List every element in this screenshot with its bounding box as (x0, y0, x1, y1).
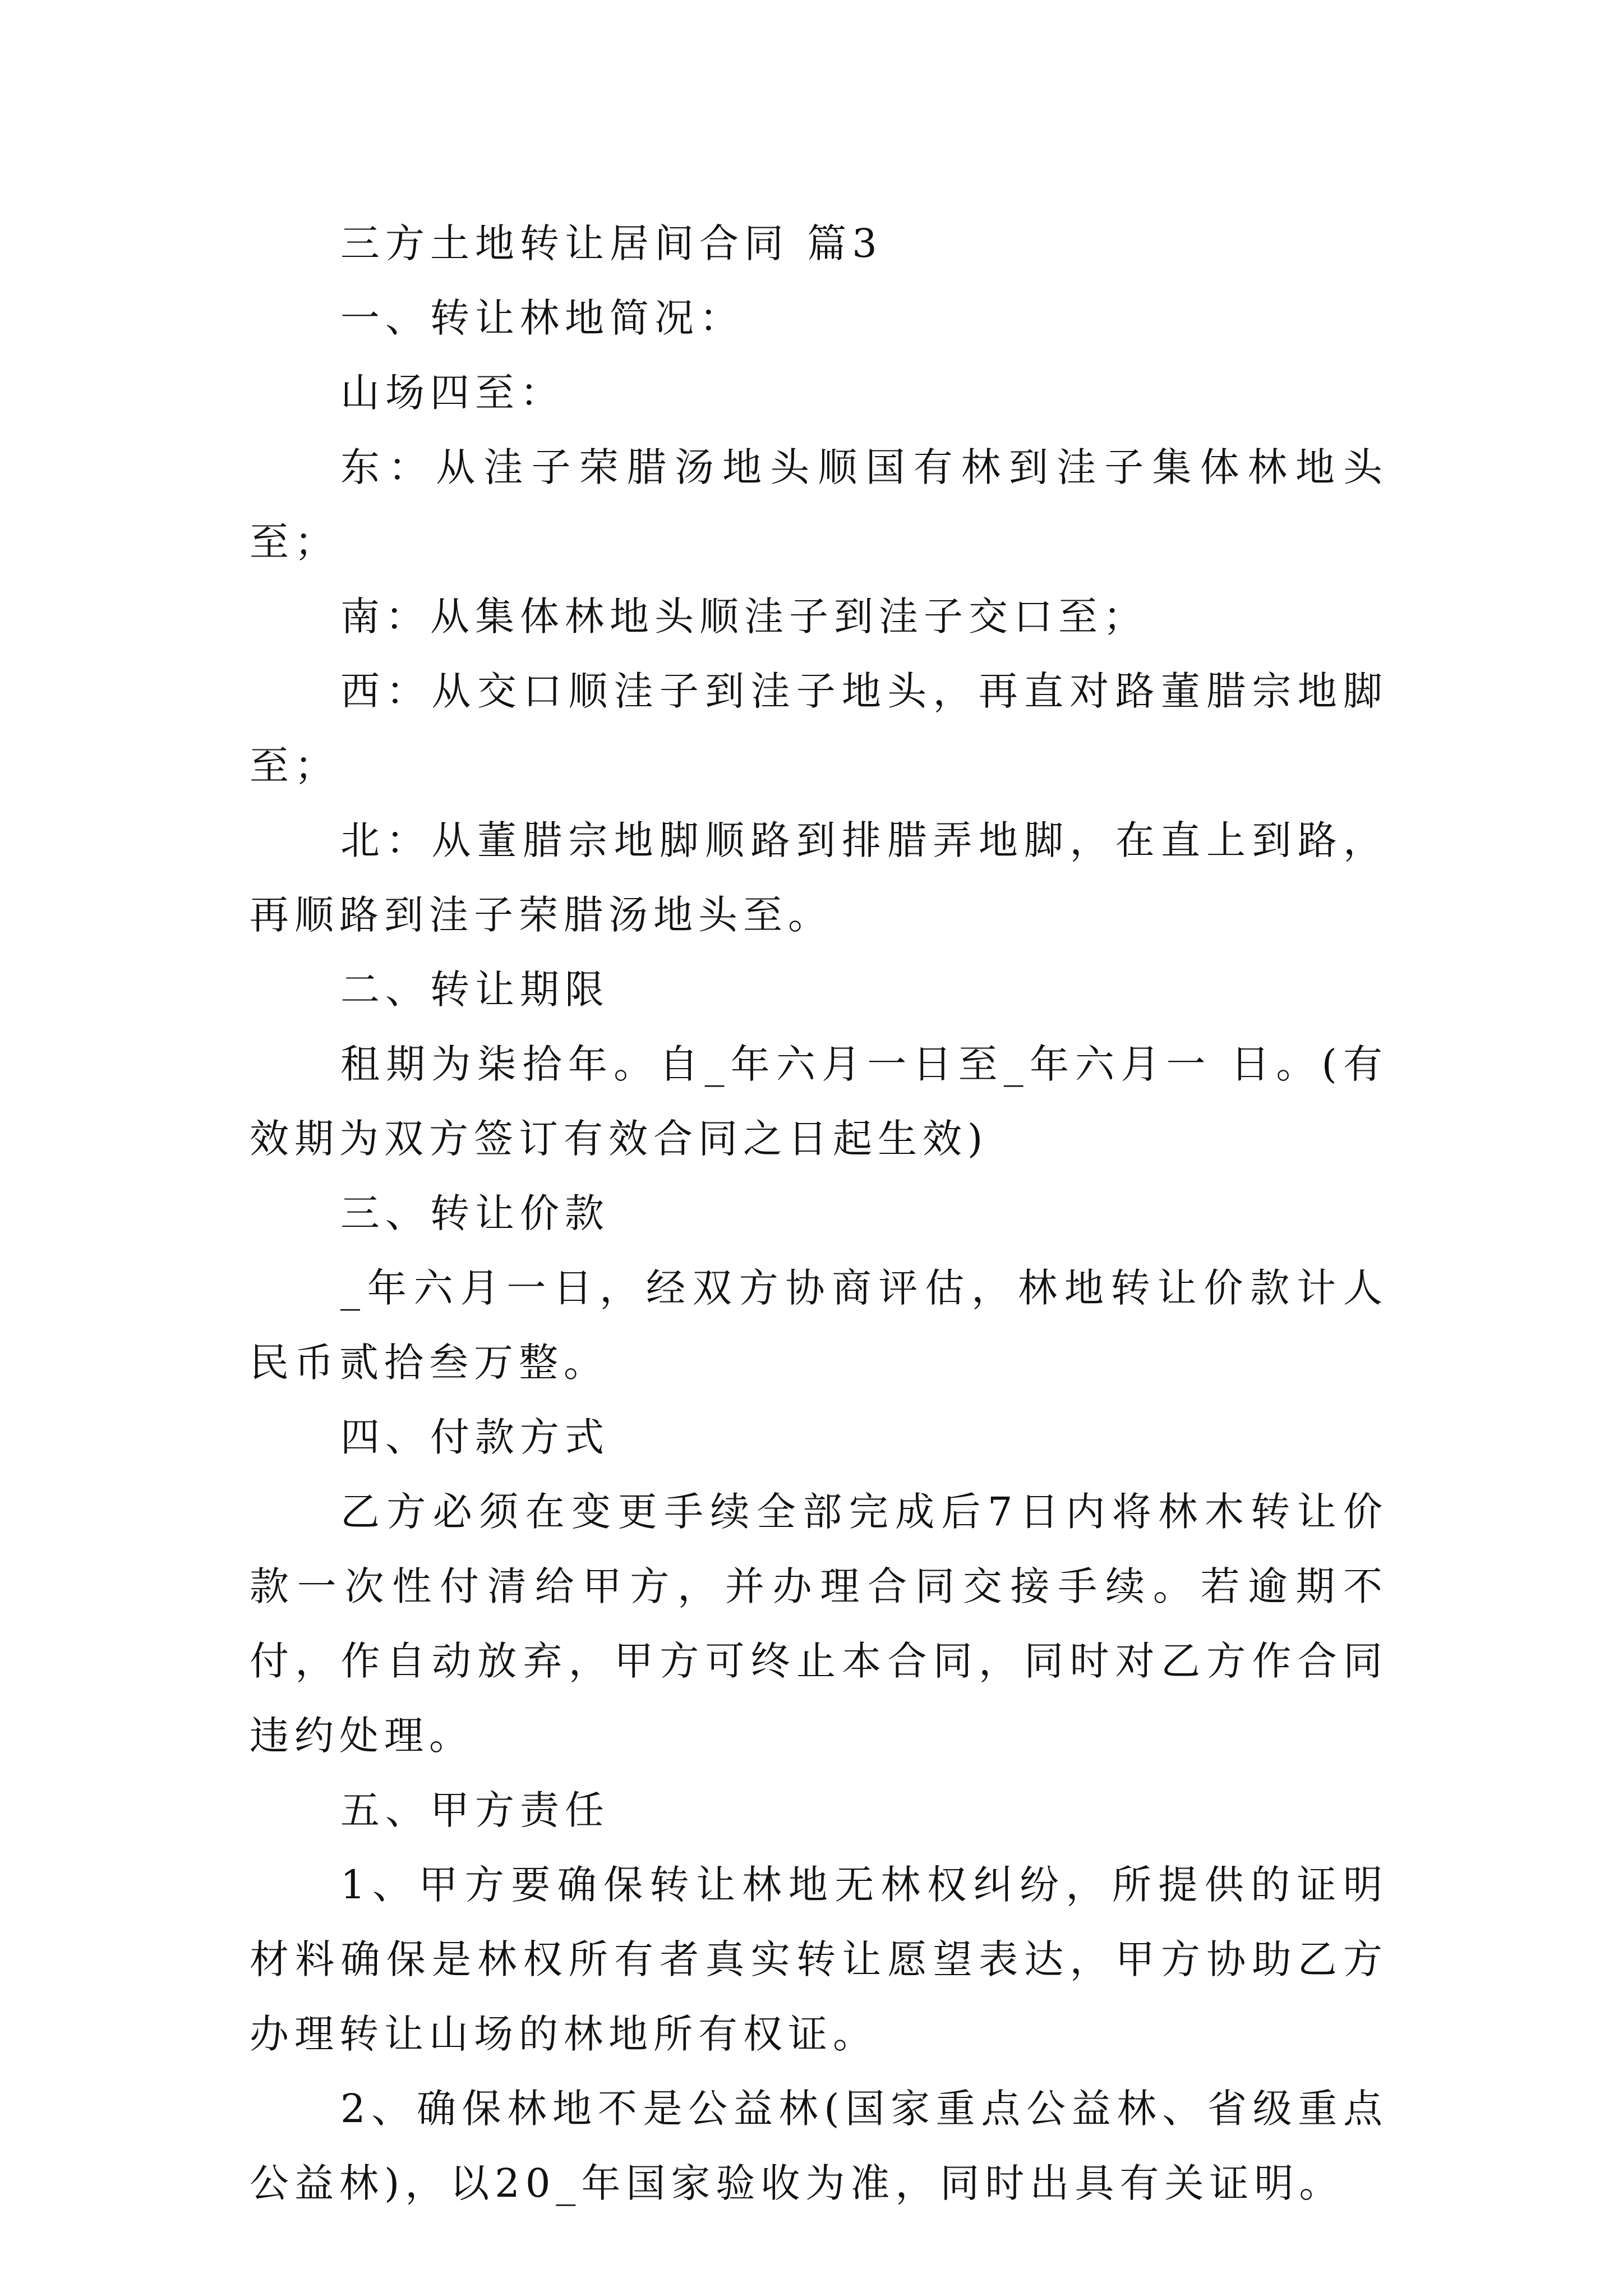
paragraph: 北：从董腊宗地脚顺路到排腊弄地脚，在直上到路，再顺路到洼子荣腊汤地头至。 (250, 817, 1388, 938)
section-heading: 五、甲方责任 (340, 1787, 610, 1833)
paragraph: 2、确保林地不是公益林(国家重点公益林、省级重点公益林)，以20_年国家验收为准，同时出具有关证明。 (250, 2086, 1388, 2206)
section-heading: 三、转让价款 (340, 1190, 610, 1236)
document-body (250, 191, 1388, 2221)
paragraph: _年六月一日，经双方协商评估，林地转让价款计人民币贰拾叁万整。 (250, 1265, 1388, 1386)
paragraph: 租期为柒拾年。自_年六月一日至_年六月一 日。(有效期为双方签订有效合同之日起生效) (250, 1041, 1388, 1162)
document-title: 三方土地转让居间合同 篇3 (340, 220, 883, 266)
section-heading: 一、转让林地简况： (340, 295, 744, 341)
paragraph: 南：从集体林地头顺洼子到洼子交口至； (340, 593, 1148, 639)
section-heading: 二、转让期限 (340, 967, 610, 1013)
paragraph: 1、甲方要确保转让林地无林权纠纷，所提供的证明材料确保是林权所有者真实转让愿望表达，甲方协助乙方办理转让山场的林地所有权证。 (250, 1862, 1388, 2057)
paragraph: 西：从交口顺洼子到洼子地头，再直对路董腊宗地脚至； (250, 668, 1388, 789)
paragraph: 乙方必须在变更手续全部完成后7日内将林木转让价款一次性付清给甲方，并办理合同交接手续。若逾期不付，作自动放弃，甲方可终止本合同，同时对乙方作合同违约处理。 (250, 1489, 1388, 1759)
section-heading: 四、付款方式 (340, 1414, 610, 1460)
paragraph: 山场四至： (340, 370, 565, 416)
paragraph: 东：从洼子荣腊汤地头顺国有林到洼子集体林地头至； (250, 444, 1388, 565)
